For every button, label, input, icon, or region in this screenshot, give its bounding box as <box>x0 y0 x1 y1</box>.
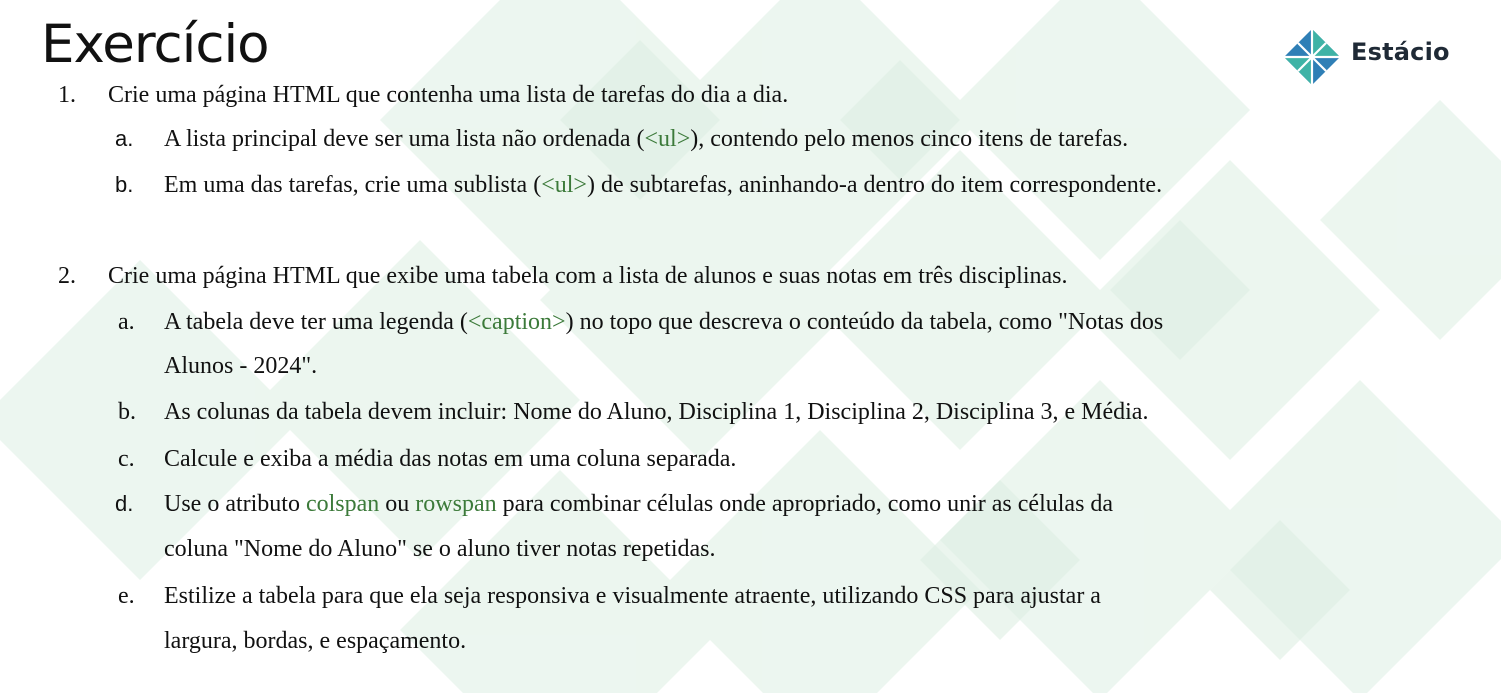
ex2-c-text: Calcule e exiba a média das notas em uma coluna separada. <box>164 446 737 472</box>
ex2-e-line2: largura, bordas, e espaçamento. <box>164 628 467 654</box>
ex2-d-post: para combinar células onde apropriado, como unir as células da <box>496 491 1114 517</box>
slide-title: Exercício <box>41 14 269 75</box>
ex2-a-marker: a. <box>118 309 135 335</box>
ex2-d-pre: Use o atributo <box>164 491 306 517</box>
ex2-d-mid: ou <box>379 491 416 517</box>
ex1-b-code: <ul> <box>541 172 587 198</box>
ex1-a-post: ), contendo pelo menos cinco itens de tarefas. <box>690 126 1129 152</box>
ex2-c-marker: c. <box>118 446 135 472</box>
ex2-b-marker: b. <box>118 399 136 425</box>
ex1-number: 1. <box>58 82 76 108</box>
ex1-a-text <box>164 123 1128 155</box>
ex2-number: 2. <box>58 263 76 289</box>
ex2-d-line2: coluna "Nome do Aluno" se o aluno tiver notas repetidas. <box>164 536 716 562</box>
ex2-text: Crie uma página HTML que exibe uma tabela com a lista de alunos e suas notas em três disciplinas. <box>108 263 1068 289</box>
ex2-a-post: ) no topo que descreva o conteúdo da tabela, como "Notas dos <box>565 309 1164 335</box>
ex2-b-text: As colunas da tabela devem incluir: Nome do Aluno, Disciplina 1, Disciplina 2, Disciplina 3, e Média. <box>164 399 1149 425</box>
ex2-a-code: <caption> <box>467 309 566 335</box>
ex2-d-colspan: colspan <box>305 491 380 517</box>
ex1-text: Crie uma página HTML que contenha uma lista de tarefas do dia a dia. <box>108 82 789 108</box>
ex1-a-code: <ul> <box>644 126 691 152</box>
ex2-d-text <box>164 488 1113 520</box>
ex1-a-marker: a. <box>115 126 134 151</box>
ex2-e-text: Estilize a tabela para que ela seja responsiva e visualmente atraente, utilizando CSS para ajustar a <box>164 583 1101 609</box>
ex1-b-pre: Em uma das tarefas, crie uma sublista ( <box>164 172 542 198</box>
ex2-a-line2: Alunos - 2024". <box>164 353 318 379</box>
ex1-b-text <box>164 169 1162 201</box>
ex2-e-marker: e. <box>118 583 135 609</box>
ex1-b-post: ) de subtarefas, aninhando-a dentro do item correspondente. <box>586 172 1163 198</box>
ex2-a-pre: A tabela deve ter uma legenda ( <box>164 309 468 335</box>
ex2-d-rowspan: rowspan <box>415 491 497 517</box>
ex1-a-pre: A lista principal deve ser uma lista não ordenada ( <box>164 126 645 152</box>
ex2-a-text <box>164 306 1163 338</box>
ex1-b-marker: b. <box>115 172 134 197</box>
estacio-logo-icon <box>1282 27 1342 87</box>
ex2-d-marker: d. <box>115 491 134 516</box>
brand-name: Estácio <box>1351 38 1450 66</box>
estacio-logo <box>1282 27 1482 87</box>
